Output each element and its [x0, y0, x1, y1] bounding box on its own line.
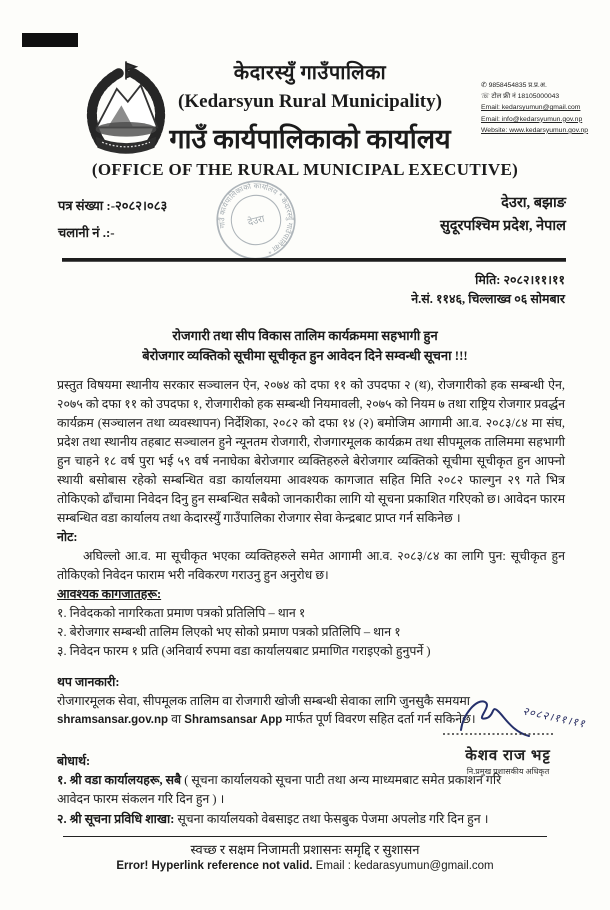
scan-artifact-bar	[22, 33, 78, 47]
note-heading: नोट:	[57, 529, 78, 544]
signature-date-scribble: २०८२।११।११	[521, 705, 587, 731]
cc-section	[57, 752, 515, 829]
hyperlink-error-text: Error! Hyperlink reference not valid.	[116, 860, 313, 872]
reference-numbers	[58, 192, 167, 247]
shramsansar-app-link: Shramsansar App	[184, 714, 283, 727]
document-item-2: २. बेरोजगार सम्बन्धी तालिम लिएको भए सोको प्रमाण पत्रको प्रतिलिपि – थान १	[57, 624, 401, 639]
municipality-name-nepali: केदारस्युँ गाउँपालिका	[233, 62, 387, 84]
document-item-3: ३. निवेदन फारम १ प्रति (अनिवार्य रुपमा वडा कार्यालयबाट प्रमाणित गराइएको हुनुपर्ने )	[57, 643, 431, 658]
dispatch-number: चलानी नं .:-	[58, 225, 115, 241]
subject-line-2: बेरोजगार व्यक्तिको सूचीमा सूचीकृत हुन आवेदन दिने सम्वन्धी सूचना !!!	[142, 348, 468, 364]
address-line-1: देउरा, बझाङ	[501, 195, 566, 211]
notice-subject	[0, 326, 610, 366]
required-documents-heading: आवश्यक कागजातहरू:	[57, 586, 162, 601]
contact-tollfree: ☏ टोल फ्री नं 18105000043	[481, 93, 560, 101]
notice-body	[57, 376, 565, 730]
header-title-block	[120, 58, 500, 156]
signatory-title: नि.प्रमुख प्रशासकीय अधिकृत	[466, 767, 550, 776]
date-bs: मिति: २०८२।११।११	[475, 273, 565, 287]
more-info-paragraph: रोजगारमूलक सेवा, सीपमूलक तालिम वा रोजगारी खोजी सम्बन्धी सेवाका लागि जुनसुकै समयमा shramsansar.gov.np वा Shramsansar App मार्फत पूर्ण विवरण सहित दर्ता गर्न सकिनेछ।	[57, 693, 476, 727]
more-info-heading: थप जानकारी:	[57, 674, 120, 689]
document-item-1: १. निवेदकको नागरिकता प्रमाण पत्रको प्रतिलिपि – थान १	[57, 605, 306, 620]
note-paragraph: अघिल्लो आ.व. मा सूचीकृत भएका व्यक्तिहरुले समेत आगामी आ.व. २०८३/८४ का लागि पुन: सूचीकृत हुन तोकिएको निवेदन फाराम भरी नविकरण गराउनु हुन अनुरोध छ।	[57, 548, 565, 582]
body-paragraph: प्रस्तुत विषयमा स्थानीय सरकार सञ्चालन ऐन, २०७४ को दफा ११ को उपदफा २ (थ), रोजगारीको हक सम्बन्धी ऐन, २०७५ को दफा ११ को उपदफा १, रोजगारीको हक सम्बन्धी नियमावली, २०७५ को नियम ७ तथा राष्ट्रिय रोजगार प्रवर्द्धन कार्यक्रम (सञ्चालन तथा व्यवस्थापन) निर्देशिका, २०८२ को दफा १४ (२) बमोजिम आगामी आ.व. २०८३/८४ मा संघ, प्रदेश तथा स्थानीय तहबाट सञ्चालन हुने न्यूनतम रोजगारी, रोजगारमूलक कार्यक्रम तथा सीपमूलक तालिममा सहभागी हुन चाहने १८ वर्ष पुरा भई ५९ वर्ष ननाघेका बेरोजगार व्यक्तिहरुले बेरोजगार व्यक्तिको सूचीमा सूचीकृत हुन आफ्नो स्थायी बसोबास रहेको सम्बन्धित वडा कार्यालयमा आवश्यक कागजात सहित मिति २०८२ फाल्गुन २९ गते भित्र तोकिएको ढाँचामा निवेदन दिनु हुन सम्बन्धित सबैको जानकारीका लागि यो सूचना प्रकाशित गरिएको छ। आवेदन फारम सम्बन्धित वडा कार्यालय तथा केदारस्युँ गाउँपालिका रोजगार सेवा केन्द्रबाट प्राप्त गर्न सकिनेछ ।	[57, 378, 565, 525]
office-address	[440, 192, 566, 247]
footer-slogan: स्वच्छ र सक्षम निजामती प्रशासनः समृद्दि र सुशासन	[190, 842, 420, 857]
contact-email-2: Email: info@kedarsyumun.gov.np	[481, 115, 583, 123]
date-block	[411, 271, 565, 310]
phone-icon: ✆	[481, 82, 489, 89]
subject-line-1: रोजगारी तथा सीप विकास तालिम कार्यक्रममा सहभागी हुन	[172, 328, 438, 343]
cc-item-1: १. श्री वडा कार्यालयहरू, सबै ( सूचना कार्यालयको सूचना पाटी तथा अन्य माध्यमबाट समेत प्रकाशन गरि आवेदन फारम संकलन गरि दिन हुन ) ।	[57, 773, 502, 807]
contact-email-1: Email: kedarsyumun@gmail.com	[481, 104, 581, 112]
footer-email: Email : kedarasyumun@gmail.com	[315, 860, 494, 872]
handwritten-signature	[428, 692, 588, 742]
footer-divider	[63, 836, 547, 837]
contact-phone: ✆ 9858454835 प्र.प्र.अ.	[481, 82, 547, 89]
cc-heading: बोधार्थ:	[57, 754, 91, 768]
signatory-name: केशव राज भट्ट	[465, 748, 551, 764]
cc-item-2: २. श्री सूचना प्रविधि शाखा: सूचना कार्यालयको वेबसाइट तथा फेसबुक पेजमा अपलोड गरि दिन हुन ।	[57, 811, 489, 826]
municipality-name-english: (Kedarsyun Rural Municipality)	[178, 91, 442, 112]
letter-footer	[63, 836, 547, 872]
stamp-ring-text: गाउँ कार्यपालिकाको कार्यालय * केदारस्युँ गाउँपालिका *	[217, 181, 295, 257]
date-ns: ने.सं. ११४६, चिल्लाख्व ०६ सोमबार	[411, 292, 565, 307]
telephone-icon: ☏	[481, 93, 492, 101]
address-line-2: सुदूरपश्चिम प्रदेश, नेपाल	[439, 218, 566, 235]
footer-email-line	[63, 860, 547, 872]
contact-website: Website: www.kedarsyumun.gov.np	[481, 126, 589, 134]
contact-block	[481, 80, 606, 136]
office-name-english: (OFFICE OF THE RURAL MUNICIPAL EXECUTIVE)	[91, 160, 519, 179]
header-divider-rule	[62, 258, 566, 262]
shramsansar-link: shramsansar.gov.np	[57, 714, 168, 727]
reference-row	[58, 192, 566, 247]
letter-number: पत्र संख्या :-२०८२।०८३	[58, 198, 168, 213]
stamp-center-text: देउरा	[246, 213, 266, 229]
office-name-nepali: गाउँ कार्यपालिकाको कार्यालय	[169, 124, 451, 154]
